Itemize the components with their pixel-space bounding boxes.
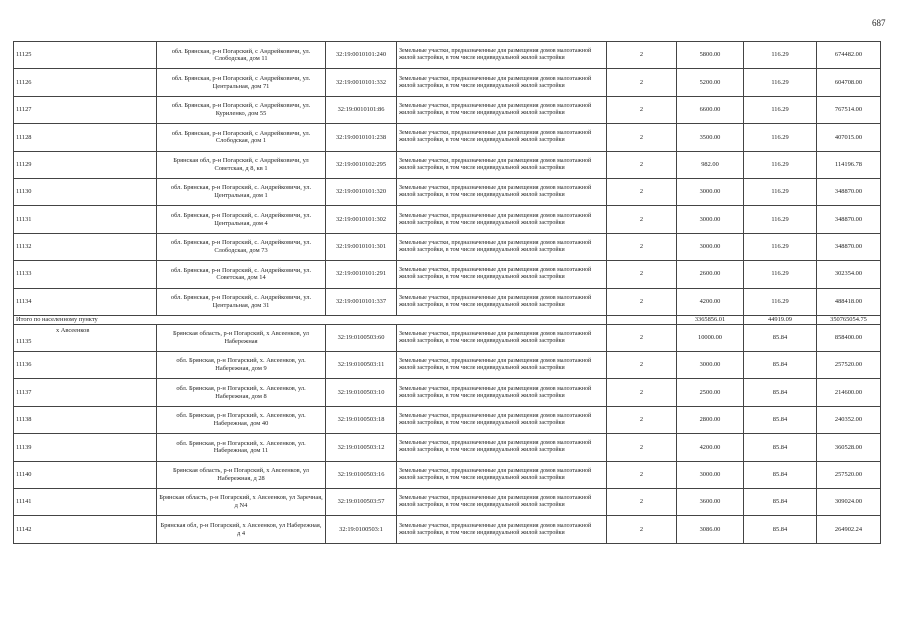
row-land-purpose: Земельные участки, предназначенные для размещения домов малоэтажной жилой застройки, в том числе индивидуальной жилой застройки — [397, 261, 607, 288]
row-category: 2 — [607, 516, 677, 543]
row-number: 11134 — [14, 288, 157, 315]
row-land-purpose: Земельные участки, предназначенные для размещения домов малоэтажной жилой застройки, в том числе индивидуальной жилой застройки — [397, 178, 607, 205]
row-land-purpose: Земельные участки, предназначенные для размещения домов малоэтажной жилой застройки, в том числе индивидуальной жилой застройки — [397, 324, 607, 351]
row-address: обл. Брянская, р-н Погарский, с Андрейковичи, ул. Куриленко, дом 55 — [157, 96, 326, 123]
table-row — [14, 516, 881, 543]
row-land-purpose: Земельные участки, предназначенные для размещения домов малоэтажной жилой застройки, в том числе индивидуальной жилой застройки — [397, 434, 607, 461]
row-address: обл. Брянская, р-н Погарский, с Андрейковичи, ул. Центральная, дом 71 — [157, 69, 326, 96]
row-value: 407015.00 — [817, 124, 881, 151]
table-row — [14, 233, 881, 260]
row-category: 2 — [607, 96, 677, 123]
row-cadastral-number: 32:19:0010101:291 — [326, 261, 397, 288]
row-number: 11128 — [14, 124, 157, 151]
row-area: 10000.00 — [677, 324, 744, 351]
row-number: 11131 — [14, 206, 157, 233]
table-row — [14, 42, 881, 69]
table-row — [14, 379, 881, 406]
row-rate: 85.84 — [744, 324, 817, 351]
row-number: 11140 — [14, 461, 157, 488]
row-category: 2 — [607, 42, 677, 69]
row-cadastral-number: 32:19:0010101:320 — [326, 178, 397, 205]
row-value: 257520.00 — [817, 461, 881, 488]
row-number: 11129 — [14, 151, 157, 178]
row-area: 3086.00 — [677, 516, 744, 543]
row-address: Брянская обл, р-н Погарский, х Авсеенков, ул Набережная, д 4 — [157, 516, 326, 543]
row-value: 604708.00 — [817, 69, 881, 96]
row-category: 2 — [607, 261, 677, 288]
row-value: 767514.00 — [817, 96, 881, 123]
row-rate: 116.29 — [744, 151, 817, 178]
row-value: 348870.00 — [817, 233, 881, 260]
row-value: 348870.00 — [817, 178, 881, 205]
row-land-purpose: Земельные участки, предназначенные для размещения домов малоэтажной жилой застройки, в том числе индивидуальной жилой застройки — [397, 406, 607, 433]
row-number: 11142 — [14, 516, 157, 543]
row-address: обл. Брянская, р-н Погарский, с Андрейковичи, ул. Слободская, дом 11 — [157, 42, 326, 69]
row-land-purpose: Земельные участки, предназначенные для размещения домов малоэтажной жилой застройки, в том числе индивидуальной жилой застройки — [397, 351, 607, 378]
row-number: 11139 — [14, 434, 157, 461]
row-area: 5200.00 — [677, 69, 744, 96]
row-address: обл. Брянская, р-н Погарский, х. Авсеенков, ул. Набережная, дом 9 — [157, 351, 326, 378]
row-cadastral-number: 32:19:0010101:302 — [326, 206, 397, 233]
row-value: 240352.00 — [817, 406, 881, 433]
row-category: 2 — [607, 406, 677, 433]
row-rate: 116.29 — [744, 124, 817, 151]
row-number: 11126 — [14, 69, 157, 96]
row-area: 3000.00 — [677, 178, 744, 205]
row-category: 2 — [607, 461, 677, 488]
row-land-purpose: Земельные участки, предназначенные для размещения домов малоэтажной жилой застройки, в том числе индивидуальной жилой застройки — [397, 288, 607, 315]
row-land-purpose: Земельные участки, предназначенные для размещения домов малоэтажной жилой застройки, в том числе индивидуальной жилой застройки — [397, 124, 607, 151]
row-value: 114196.78 — [817, 151, 881, 178]
land-registry-table — [13, 41, 881, 544]
row-area: 3000.00 — [677, 351, 744, 378]
row-rate: 85.84 — [744, 379, 817, 406]
row-land-purpose: Земельные участки, предназначенные для размещения домов малоэтажной жилой застройки, в том числе индивидуальной жилой застройки — [397, 233, 607, 260]
row-address: Брянская область, р-н Погарский, х Авсеенков, ул Заречная, д N4 — [157, 488, 326, 515]
row-rate: 116.29 — [744, 69, 817, 96]
row-cadastral-number: 32:19:0100503:18 — [326, 406, 397, 433]
row-area: 3500.00 — [677, 124, 744, 151]
row-address: обл. Брянская, р-н Погарский, х. Авсеенков, ул. Набережная, дом 40 — [157, 406, 326, 433]
row-category: 2 — [607, 488, 677, 515]
row-land-purpose: Земельные участки, предназначенные для размещения домов малоэтажной жилой застройки, в том числе индивидуальной жилой застройки — [397, 42, 607, 69]
row-address: обл. Брянская, р-н Погарский, с Андрейковичи, ул. Слободская, дом 1 — [157, 124, 326, 151]
row-category: 2 — [607, 288, 677, 315]
row-cadastral-number: 32:19:0100503:16 — [326, 461, 397, 488]
row-category: 2 — [607, 124, 677, 151]
row-address: обл. Брянская, р-н Погарский, с. Андрейковичи, ул. Слободская, дом 73 — [157, 233, 326, 260]
row-number: 11141 — [14, 488, 157, 515]
row-rate: 116.29 — [744, 206, 817, 233]
row-area: 3000.00 — [677, 233, 744, 260]
table-row — [14, 461, 881, 488]
row-area: 3000.00 — [677, 461, 744, 488]
row-rate: 116.29 — [744, 42, 817, 69]
table-body — [14, 42, 881, 544]
row-rate: 116.29 — [744, 178, 817, 205]
row-cadastral-number: 32:19:0100503:1 — [326, 516, 397, 543]
row-number — [14, 324, 157, 351]
row-category: 2 — [607, 206, 677, 233]
row-rate: 85.84 — [744, 461, 817, 488]
row-land-purpose: Земельные участки, предназначенные для размещения домов малоэтажной жилой застройки, в том числе индивидуальной жилой застройки — [397, 96, 607, 123]
row-category: 2 — [607, 178, 677, 205]
row-address: обл. Брянская, р-н Погарский, с. Андрейковичи, ул. Центральная, дом 1 — [157, 178, 326, 205]
row-rate: 116.29 — [744, 96, 817, 123]
row-number: 11133 — [14, 261, 157, 288]
row-land-purpose: Земельные участки, предназначенные для размещения домов малоэтажной жилой застройки, в том числе индивидуальной жилой застройки — [397, 69, 607, 96]
row-area: 4200.00 — [677, 288, 744, 315]
row-category: 2 — [607, 69, 677, 96]
page-number: 687 — [872, 18, 886, 28]
row-cadastral-number: 32:19:0010101:301 — [326, 233, 397, 260]
table-row — [14, 406, 881, 433]
row-rate: 85.84 — [744, 351, 817, 378]
row-value: 488418.00 — [817, 288, 881, 315]
row-land-purpose: Земельные участки, предназначенные для размещения домов малоэтажной жилой застройки, в том числе индивидуальной жилой застройки — [397, 516, 607, 543]
row-address: Брянская обл, р-н Погарский, с Андрейковичи, ул Советская, д 8, кв 1 — [157, 151, 326, 178]
row-address: Брянская область, р-н Погарский, х Авсеенков, ул Набережная, д 28 — [157, 461, 326, 488]
row-rate: 116.29 — [744, 261, 817, 288]
row-value: 674482.00 — [817, 42, 881, 69]
row-number-value: 11135 — [16, 337, 32, 345]
row-area: 4200.00 — [677, 434, 744, 461]
row-category: 2 — [607, 151, 677, 178]
row-area: 5800.00 — [677, 42, 744, 69]
row-area: 2600.00 — [677, 261, 744, 288]
row-land-purpose: Земельные участки, предназначенные для размещения домов малоэтажной жилой застройки, в том числе индивидуальной жилой застройки — [397, 488, 607, 515]
row-address: обл. Брянская, р-н Погарский, с. Андрейковичи, ул. Центральная, дом 4 — [157, 206, 326, 233]
row-rate: 116.29 — [744, 288, 817, 315]
table-row — [14, 288, 881, 315]
row-number: 11136 — [14, 351, 157, 378]
row-address: обл. Брянская, р-н Погарский, х. Авсеенков, ул. Набережная, дом 11 — [157, 434, 326, 461]
row-address: обл. Брянская, р-н Погарский, с. Андрейковичи, ул. Советская, дом 14 — [157, 261, 326, 288]
row-land-purpose: Земельные участки, предназначенные для размещения домов малоэтажной жилой застройки, в том числе индивидуальной жилой застройки — [397, 379, 607, 406]
table-row — [14, 124, 881, 151]
row-rate: 116.29 — [744, 233, 817, 260]
table-row — [14, 488, 881, 515]
row-rate: 85.84 — [744, 516, 817, 543]
row-rate: 85.84 — [744, 488, 817, 515]
row-address: обл. Брянская, р-н Погарский, х. Авсеенков, ул. Набережная, дом 8 — [157, 379, 326, 406]
table-row — [14, 69, 881, 96]
row-value: 309024.00 — [817, 488, 881, 515]
row-number: 11137 — [14, 379, 157, 406]
row-land-purpose: Земельные участки, предназначенные для размещения домов малоэтажной жилой застройки, в том числе индивидуальной жилой застройки — [397, 461, 607, 488]
row-category: 2 — [607, 324, 677, 351]
row-category: 2 — [607, 434, 677, 461]
table-row — [14, 96, 881, 123]
subtotal-spacer — [607, 315, 677, 324]
row-area: 3600.00 — [677, 488, 744, 515]
row-area: 982.00 — [677, 151, 744, 178]
table-row — [14, 351, 881, 378]
table-row — [14, 206, 881, 233]
row-cadastral-number: 32:19:0010101:238 — [326, 124, 397, 151]
row-value: 348870.00 — [817, 206, 881, 233]
row-number: 11130 — [14, 178, 157, 205]
row-category: 2 — [607, 233, 677, 260]
row-rate: 85.84 — [744, 434, 817, 461]
row-value: 858400.00 — [817, 324, 881, 351]
row-value: 360528.00 — [817, 434, 881, 461]
locality-heading: х Авсеенков — [56, 327, 90, 335]
row-category: 2 — [607, 379, 677, 406]
row-land-purpose: Земельные участки, предназначенные для размещения домов малоэтажной жилой застройки, в том числе индивидуальной жилой застройки — [397, 206, 607, 233]
row-category: 2 — [607, 351, 677, 378]
row-value: 264902.24 — [817, 516, 881, 543]
row-cadastral-number: 32:19:0100503:57 — [326, 488, 397, 515]
row-address: Брянская область, р-н Погарский, х Авсеенков, ул Набережная — [157, 324, 326, 351]
subtotal-value: 350765054.75 — [817, 315, 881, 324]
subtotal-area: 3365856.01 — [677, 315, 744, 324]
row-value: 257520.00 — [817, 351, 881, 378]
row-number: 11125 — [14, 42, 157, 69]
table-row — [14, 178, 881, 205]
subtotal-row — [14, 315, 881, 324]
row-area: 6600.00 — [677, 96, 744, 123]
subtotal-rate: 44919.09 — [744, 315, 817, 324]
table-row — [14, 434, 881, 461]
row-value: 302354.00 — [817, 261, 881, 288]
row-area: 3000.00 — [677, 206, 744, 233]
subtotal-label: Итого по населенному пункту — [14, 315, 607, 324]
row-cadastral-number: 32:19:0100503:10 — [326, 379, 397, 406]
row-land-purpose: Земельные участки, предназначенные для размещения домов малоэтажной жилой застройки, в том числе индивидуальной жилой застройки — [397, 151, 607, 178]
table-row — [14, 324, 881, 351]
table-row — [14, 151, 881, 178]
row-area: 2800.00 — [677, 406, 744, 433]
row-rate: 85.84 — [744, 406, 817, 433]
row-area: 2500.00 — [677, 379, 744, 406]
row-cadastral-number: 32:19:0010101:86 — [326, 96, 397, 123]
row-value: 214600.00 — [817, 379, 881, 406]
row-address: обл. Брянская, р-н Погарский, с. Андрейковичи, ул. Центральная, дом 31 — [157, 288, 326, 315]
row-number: 11138 — [14, 406, 157, 433]
row-cadastral-number: 32:19:0010101:332 — [326, 69, 397, 96]
row-cadastral-number: 32:19:0100503:11 — [326, 351, 397, 378]
row-cadastral-number: 32:19:0010102:295 — [326, 151, 397, 178]
row-number: 11127 — [14, 96, 157, 123]
row-cadastral-number: 32:19:0010101:240 — [326, 42, 397, 69]
row-number: 11132 — [14, 233, 157, 260]
row-cadastral-number: 32:19:0100503:12 — [326, 434, 397, 461]
row-cadastral-number: 32:19:0010101:337 — [326, 288, 397, 315]
table-row — [14, 261, 881, 288]
row-cadastral-number: 32:19:0100503:60 — [326, 324, 397, 351]
